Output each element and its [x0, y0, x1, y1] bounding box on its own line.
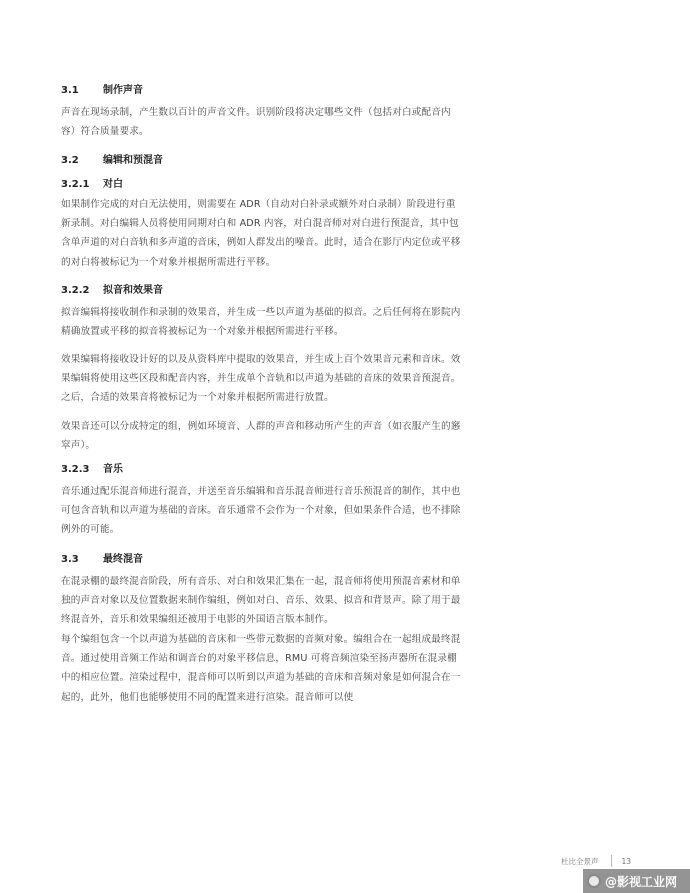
paragraph: 效果编辑将接收设计好的以及从资料库中提取的效果音，并生成上百个效果音元素和音床。效果编辑将使用这些区段和配音内容，并生成单个音轨和以声道为基础的音床的效果音预混音。之后，合适的效果音将被标记为一个对象并根据所需进行放置。: [61, 354, 461, 404]
heading-3-1: [61, 84, 143, 98]
section-number: 3.2.1: [61, 179, 90, 190]
section-number: 3.2.2: [61, 285, 90, 296]
heading-3-2: [61, 154, 163, 168]
section-number: 3.1: [61, 85, 79, 96]
section-number: 3.3: [61, 554, 79, 565]
page-number: 13: [621, 856, 632, 866]
paragraph: 效果音还可以分成特定的组，例如环境音、人群的声音和移动所产生的声音（如衣服产生的窸窣声）。: [61, 421, 461, 452]
paragraph: 如果制作完成的对白无法使用，则需要在 ADR（自动对白补录或额外对白录制）阶段进行重新录制。对白编辑人员将使用同期对白和 ADR 内容，对白混音师对对白进行预混音，其中包含单声道的对白音轨和多声道的音床，例如人群发出的噪音。此时，适合在影厅内定位或平移的对白将被标记为一个对象并根据所需进行平移。: [61, 199, 461, 268]
heading-3-2-1: [61, 178, 123, 192]
section-title: 拟音和效果音: [103, 285, 163, 296]
heading-3-2-3: [61, 463, 123, 477]
section-title: 音乐: [103, 464, 123, 475]
footer-divider: [611, 855, 612, 867]
paragraph: 拟音编辑将接收制作和录制的效果音，并生成一些以声道为基础的拟音。之后任何将在影院内精确放置或平移的拟音将被标记为一个对象并根据所需进行平移。: [61, 307, 461, 338]
paragraph: 音乐通过配乐混音师进行混音，并送至音乐编辑和音乐混音师进行音乐预混音的制作，其中也可包含音轨和以声道为基础的音床。音乐通常不会作为一个对象，但如果条件合适，也不排除例外的可能。: [61, 486, 461, 536]
watermark-text: @影视工业网: [605, 874, 678, 889]
section-title: 最终混音: [103, 554, 143, 565]
watermark: [583, 869, 690, 893]
paragraph: 每个编组包含一个以声道为基础的音床和一些带元数据的音频对象。编组合在一起组成最终混音。通过使用音频工作站和调音台的对象平移信息，RMU 可将音频渲染至扬声器所在混录棚中的相应位置。渲染过程中，混音师可以听到以声道为基础的音床和音频对象是如何混合在一起的，此外，他们也能够使用不同的配置来进行渲染。混音师可以使: [61, 634, 461, 703]
section-number: 3.2.3: [61, 464, 90, 475]
heading-3-2-2: [61, 284, 163, 298]
page-footer: [561, 855, 631, 867]
section-number: 3.2: [61, 155, 79, 166]
paragraph: 在混录棚的最终混音阶段，所有音乐、对白和效果汇集在一起，混音师将使用预混音素材和单独的声音对象以及位置数据来制作编组，例如对白、音乐、效果、拟音和背景声。除了用于最终混音外，音乐和效果编组还被用于电影的外国语言版本制作。: [61, 576, 461, 626]
heading-3-3: [61, 553, 143, 567]
footer-title: 杜比全景声: [561, 856, 599, 866]
paragraph: 声音在现场录制，产生数以百计的声音文件。识别阶段将决定哪些文件（包括对白或配音内容）符合质量要求。: [61, 107, 451, 138]
section-title: 编辑和预混音: [103, 155, 163, 166]
section-title: 制作声音: [103, 85, 143, 96]
watermark-logo-icon: [587, 874, 601, 888]
section-title: 对白: [103, 179, 123, 190]
